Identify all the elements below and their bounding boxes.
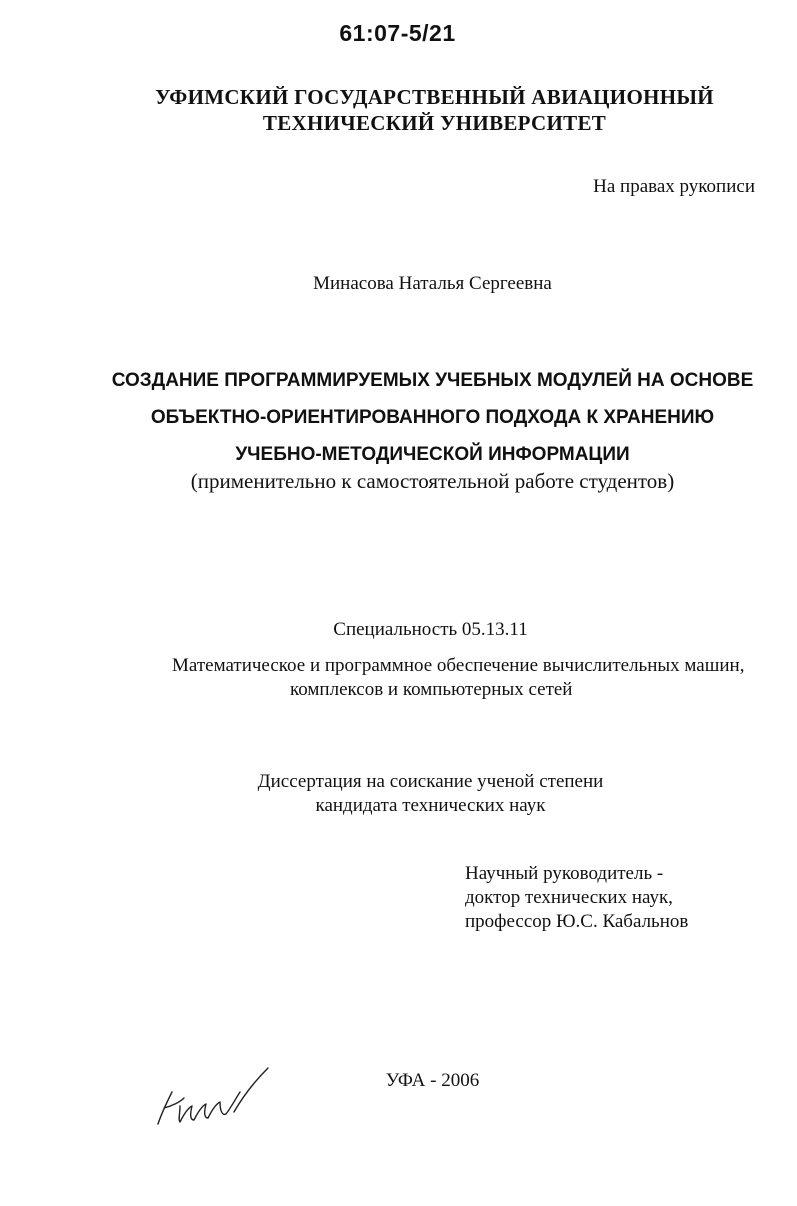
rights-note: На правах рукописи	[593, 176, 755, 197]
advisor-line-3: профессор Ю.С. Кабальнов	[465, 911, 689, 932]
dissertation-subtitle: (применительно к самостоятельной работе студентов)	[190, 469, 675, 493]
specialty-name	[172, 654, 744, 702]
author-name: Минасова Наталья Сергеевна	[313, 273, 552, 294]
advisor-line-1: Научный руководитель -	[465, 863, 664, 884]
dissertation-title	[34, 362, 797, 473]
university-name-line-1: УФИМСКИЙ ГОСУДАРСТВЕННЫЙ АВИАЦИОННЫЙ	[155, 85, 714, 109]
scientific-advisor	[465, 862, 688, 934]
title-line-3: УЧЕБНО-МЕТОДИЧЕСКОЙ ИНФОРМАЦИИ	[235, 444, 630, 465]
specialty-code: Специальность 05.13.11	[333, 619, 528, 640]
university-name-line-2: ТЕХНИЧЕСКИЙ УНИВЕРСИТЕТ	[262, 111, 607, 135]
university-name	[36, 84, 797, 136]
degree-line-2: кандидата технических наук	[315, 795, 546, 816]
title-line-2: ОБЪЕКТНО-ОРИЕНТИРОВАННОГО ПОДХОДА К ХРАНЕНИЮ	[150, 407, 715, 428]
degree-line-1: Диссертация на соискание ученой степени	[257, 771, 604, 792]
city-year: УФА - 2006	[385, 1070, 480, 1091]
advisor-line-2: доктор технических наук,	[465, 887, 673, 908]
title-line-1: СОЗДАНИЕ ПРОГРАММИРУЕМЫХ УЧЕБНЫХ МОДУЛЕЙ НА ОСНОВЕ	[111, 370, 754, 391]
catalog-number: 61:07-5/21	[339, 20, 456, 46]
degree-statement	[32, 770, 797, 818]
specialty-name-line-1: Математическое и программное обеспечение вычислительных машин,	[172, 655, 745, 676]
specialty-name-line-2: комплексов и компьютерных сетей	[290, 679, 573, 700]
